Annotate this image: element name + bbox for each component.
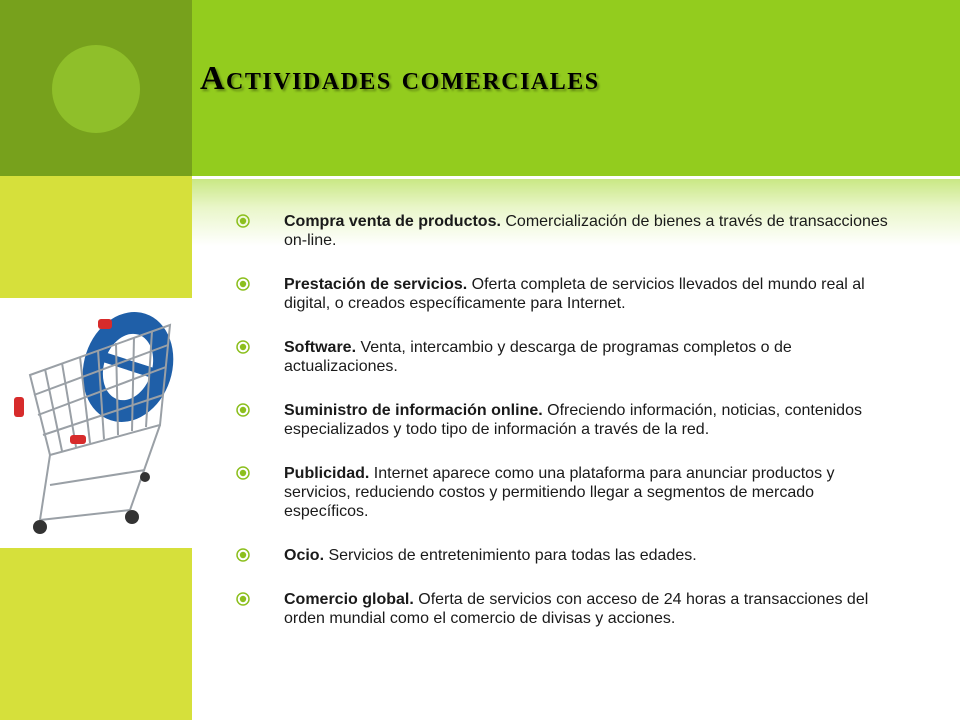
- item-heading: Compra venta de productos.: [284, 213, 501, 230]
- bullet-icon: [236, 592, 250, 606]
- shopping-cart-icon: [10, 305, 185, 545]
- bullet-list: [236, 212, 896, 628]
- list-item: [236, 275, 896, 313]
- bullet-icon: [236, 548, 250, 562]
- banner-divider: [192, 176, 960, 179]
- item-heading: Prestación de servicios.: [284, 276, 468, 293]
- item-text: Oferta de servicios con acceso de 24 horas a transacciones del orden mundial como el comercio de divisas y acciones.: [284, 591, 869, 627]
- list-item: [236, 338, 896, 376]
- list-item: [236, 212, 896, 250]
- item-heading: Publicidad.: [284, 465, 370, 482]
- item-text: Venta, intercambio y descarga de programas completos o de actualizaciones.: [284, 339, 792, 375]
- sidebar-bottom-block: [0, 548, 192, 720]
- item-text: Ofreciendo información, noticias, contenidos especializados y todo tipo de información a través de la red.: [284, 402, 862, 438]
- bullet-icon: [236, 340, 250, 354]
- bullet-icon: [236, 277, 250, 291]
- item-text: Servicios de entretenimiento para todas las edades.: [324, 547, 697, 564]
- bullet-icon: [236, 403, 250, 417]
- item-heading: Software.: [284, 339, 357, 356]
- list-item: [236, 464, 896, 521]
- bullet-icon: [236, 466, 250, 480]
- item-heading: Ocio.: [284, 547, 325, 564]
- bullet-icon: [236, 214, 250, 228]
- item-text: Internet aparece como una plataforma para anunciar productos y servicios, reduciendo costos y permitiendo llegar a segmentos de mercado específicos.: [284, 465, 835, 520]
- slide-title: Actividades comerciales: [200, 60, 600, 97]
- item-text: Oferta completa de servicios llevados del mundo real al digital, o creados específicamente para Internet.: [284, 276, 865, 312]
- item-heading: Comercio global.: [284, 591, 414, 608]
- list-item: [236, 590, 896, 628]
- list-item: [236, 401, 896, 439]
- decorative-circle: [52, 45, 140, 133]
- sidebar-middle-block: [0, 176, 192, 298]
- item-heading: Suministro de información online.: [284, 402, 543, 419]
- item-text: Comercialización de bienes a través de transacciones on-line.: [284, 213, 888, 249]
- list-item: [236, 546, 896, 565]
